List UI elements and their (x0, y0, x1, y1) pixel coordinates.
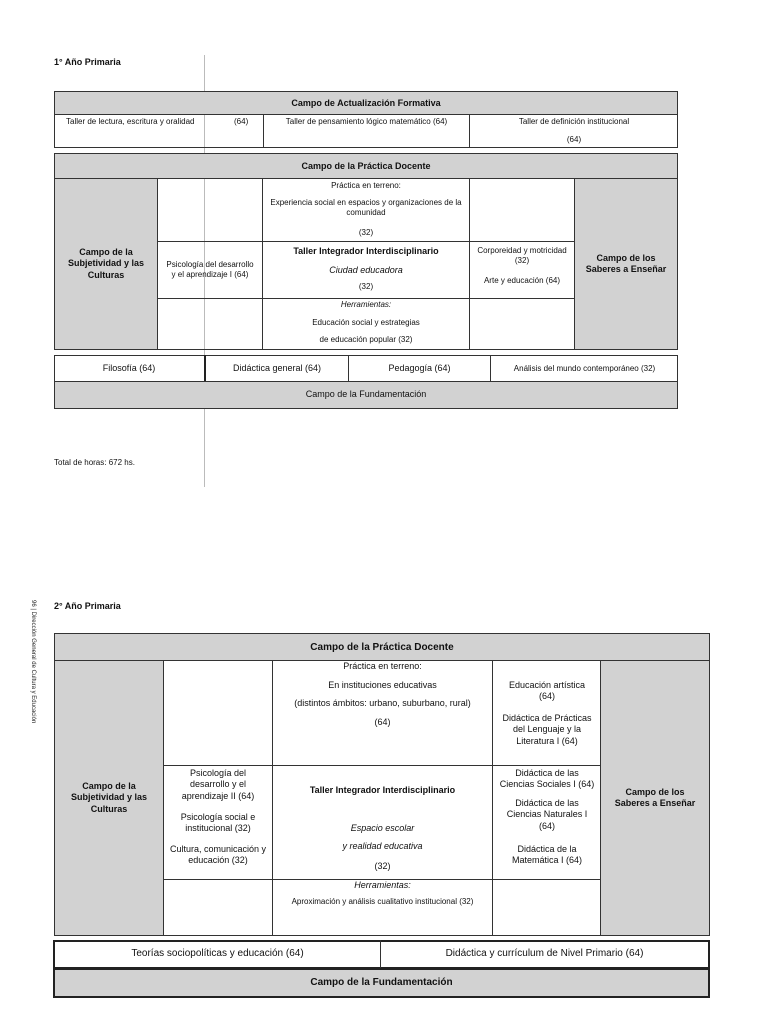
practica1-right-label: Campo de los Saberes a Enseñar (574, 178, 678, 350)
herr2-title: Herramientas: (354, 880, 411, 890)
practica1-col2-mid (157, 241, 263, 299)
herr1-title: Herramientas: (340, 300, 392, 309)
practica1-col2-top (157, 178, 263, 242)
taller1-title: Taller Integrador Interdisciplinario (293, 246, 439, 256)
taller2-sub2: y realidad educativa (342, 841, 423, 851)
practica2-col4-mid (492, 765, 601, 880)
taller2-title: Taller Integrador Interdisciplinario (309, 785, 456, 795)
practica2-header: Campo de la Práctica Docente (54, 633, 710, 661)
fund1-footer: Campo de la Fundamentación (54, 381, 678, 409)
psicologia-2: Psicología del desarrollo y el aprendizaje II (64) (181, 768, 255, 801)
taller2-sub1: Espacio escolar (350, 823, 415, 833)
year2-title: 2° Año Primaria (54, 601, 121, 611)
taller1-sub: Ciudad educadora (329, 265, 403, 275)
fund1-analisis: Análisis del mundo contemporáneo (32) (513, 363, 656, 373)
herr1-line2: de educación popular (32) (319, 335, 413, 344)
actualizacion-cell-lectura: Taller de lectura, escritura y oralidad (66, 117, 195, 126)
herr1-line1: Educación social y estrategias (312, 318, 420, 327)
educacion-artistica: Educación artística (64) (508, 680, 586, 702)
sidebar-text: 96 | Dirección General de Cultura y Educación (30, 600, 36, 724)
actualizacion-cell-lectura-hours: (64) (234, 117, 249, 126)
fund1-pedagogia: Pedagogía (64) (388, 362, 451, 373)
taller1-hours: (32) (358, 282, 374, 291)
fund2-teorias: Teorías sociopolíticas y educación (64) (131, 948, 304, 960)
actualizacion-header: Campo de Actualización Formativa (54, 91, 678, 115)
fund1-didactica: Didáctica general (64) (232, 362, 322, 373)
didactica-sociales: Didáctica de las Ciencias Sociales I (64) (499, 768, 595, 790)
practica2-terreno (272, 660, 493, 766)
terreno2-line2: (distintos ámbitos: urbano, suburbano, rural) (294, 698, 471, 708)
terreno2-hours: (64) (374, 717, 391, 727)
actualizacion-cell-definicion: Taller de definición institucional (518, 117, 630, 126)
didactica-naturales: Didáctica de las Ciencias Naturales I (64) (506, 798, 588, 831)
practica2-left-label: Campo de la Subjetividad y las Culturas (54, 660, 164, 936)
terreno2-line1: En instituciones educativas (328, 680, 437, 690)
fund2-footer: Campo de la Fundamentación (53, 968, 710, 998)
practica1-col2-bot (157, 298, 263, 350)
practica1-col4-mid (469, 241, 575, 299)
practica2-col4-bot (492, 879, 601, 936)
actualizacion-cell-logico: Taller de pensamiento lógico matemático (64) (285, 117, 448, 126)
psicologia-1: Psicología del desarrollo y el aprendizaje I (64) (166, 260, 254, 279)
didactica-matematica: Didáctica de la Matemática I (64) (511, 844, 583, 866)
actualizacion-cell-definicion-hours: (64) (566, 135, 582, 144)
fund2-curriculum: Didáctica y currículum de Nivel Primario (64) (445, 948, 644, 960)
herr2-desc: Aproximación y análisis cualitativo institucional (32) (291, 897, 474, 906)
total-horas: Total de horas: 672 hs. (54, 458, 135, 467)
terreno1-hours: (32) (358, 228, 374, 237)
terreno2-title: Práctica en terreno: (343, 661, 422, 671)
practica2-col2-bot (163, 879, 273, 936)
practica1-left-label: Campo de la Subjetividad y las Culturas (54, 178, 158, 350)
cultura-comunicacion: Cultura, comunicación y educación (32) (169, 844, 267, 866)
practica2-col2-mid (163, 765, 273, 880)
terreno1-title: Práctica en terreno: (331, 181, 401, 190)
terreno1-desc: Experiencia social en espacios y organizaciones de la comunidad (270, 198, 462, 217)
year1-title: 1° Año Primaria (54, 57, 121, 67)
taller2-hours: (32) (374, 861, 391, 871)
psicologia-social: Psicología social e institucional (32) (180, 812, 256, 834)
practica2-col4-top (492, 660, 601, 766)
practica2-col2-top (163, 660, 273, 766)
practica1-header: Campo de la Práctica Docente (54, 153, 678, 179)
arte-educacion: Arte y educación (64) (483, 276, 561, 285)
didactica-lenguaje: Didáctica de Prácticas del Lenguaje y la Literatura I (64) (502, 713, 592, 746)
corporeidad: Corporeidad y motricidad (32) (477, 246, 567, 265)
practica1-col4-bot (469, 298, 575, 350)
practica1-col4-top (469, 178, 575, 242)
fund1-filosofia: Filosofía (64) (102, 362, 156, 373)
practica2-right-label: Campo de los Saberes a Enseñar (600, 660, 710, 936)
